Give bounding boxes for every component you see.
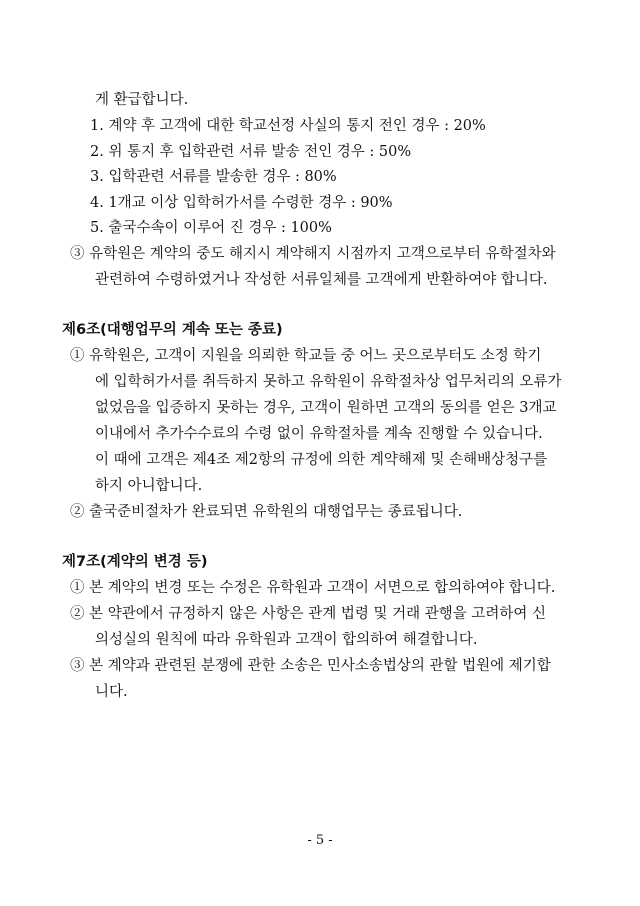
article-7-clause-2-line-1: ② 본 약관에서 규정하지 않은 사항은 관계 법령 및 거래 관행을 고려하여 신 — [70, 606, 547, 622]
refund-item-5: 5. 출국수속이 이루어 진 경우 : 100% — [90, 220, 332, 236]
refund-continuation: 게 환급합니다. — [95, 92, 189, 108]
refund-item-2: 2. 위 통지 후 입학관련 서류 발송 전인 경우 : 50% — [90, 144, 412, 160]
article-7-heading: 제7조(계약의 변경 등) — [62, 554, 208, 570]
article-7-clause-3-line-1: ③ 본 계약과 관련된 분쟁에 관한 소송은 민사소송법상의 관할 법원에 제기합 — [70, 658, 551, 674]
article-6-clause-1-line-3: 없었음을 입증하지 못하는 경우, 고객이 원하면 고객의 동의를 얻은 3개교 — [95, 400, 557, 416]
refund-item-1: 1. 계약 후 고객에 대한 학교선정 사실의 통지 전인 경우 : 20% — [90, 118, 486, 134]
page-number: - 5 - — [307, 833, 333, 848]
refund-item-3: 3. 입학관련 서류를 발송한 경우 : 80% — [90, 169, 337, 185]
clause-3-line-1: ③ 유학원은 계약의 중도 해지시 계약해지 시점까지 고객으로부터 유학절차와 — [70, 246, 556, 262]
article-6-clause-2: ② 출국준비절차가 완료되면 유학원의 대행업무는 종료됩니다. — [70, 504, 463, 520]
article-6-clause-1-line-1: ① 유학원은, 고객이 지원을 의뢰한 학교들 중 어느 곳으로부터도 소정 학기 — [70, 348, 542, 364]
article-7-clause-1: ① 본 계약의 변경 또는 수정은 유학원과 고객이 서면으로 합의하여야 합니다. — [70, 580, 556, 596]
article-6-heading: 제6조(대행업무의 계속 또는 종료) — [62, 322, 283, 338]
article-6-clause-1-line-4: 이내에서 추가수수료의 수령 없이 유학절차를 계속 진행할 수 있습니다. — [95, 426, 543, 442]
article-6-clause-1-line-6: 하지 아니합니다. — [95, 478, 203, 494]
clause-3-line-2: 관련하여 수령하였거나 작성한 서류일체를 고객에게 반환하여야 합니다. — [95, 272, 548, 288]
article-6-clause-1-line-2: 에 입학허가서를 취득하지 못하고 유학원이 유학절차상 업무처리의 오류가 — [95, 374, 562, 390]
article-7-clause-3-line-2: 니다. — [95, 684, 128, 700]
refund-item-4: 4. 1개교 이상 입학허가서를 수령한 경우 : 90% — [90, 195, 393, 211]
article-7-clause-2-line-2: 의성실의 원칙에 따라 유학원과 고객이 합의하여 해결합니다. — [95, 632, 478, 648]
article-6-clause-1-line-5: 이 때에 고객은 제4조 제2항의 규정에 의한 계약해제 및 손해배상청구를 — [95, 452, 548, 468]
